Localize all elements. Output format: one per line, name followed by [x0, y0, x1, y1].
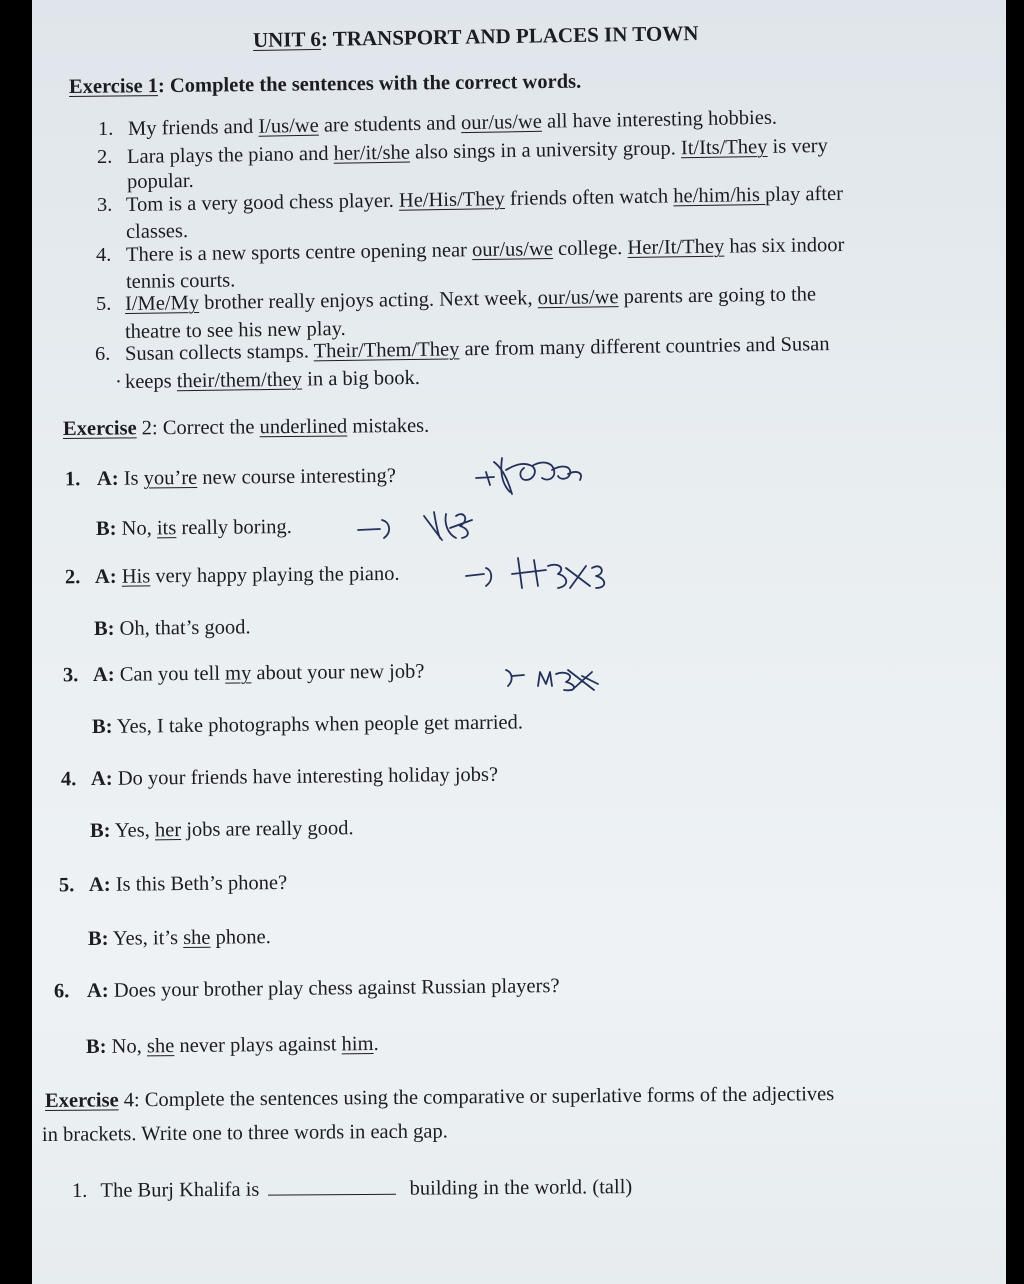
- title-unit: UNIT 6: [252, 26, 322, 52]
- sentence-text: Yes,: [110, 819, 156, 842]
- underlined-mistake: her: [154, 819, 182, 842]
- worksheet-page: [32, 0, 1006, 1284]
- exercise1-item-line: [128, 107, 777, 141]
- sentence-text: classes.: [125, 220, 189, 243]
- bullet-dot: ·: [114, 371, 122, 394]
- exercise1-label: Exercise 1: [68, 75, 159, 98]
- answer-choices: our/us/we: [460, 110, 543, 135]
- underlined-mistake: my: [224, 662, 252, 685]
- speaker-label: A:: [96, 467, 119, 490]
- sentence-text: are students and: [318, 112, 462, 137]
- answer-choices: Their/Them/They: [313, 338, 460, 363]
- sentence-text: Can you tell: [114, 662, 226, 686]
- handwritten-correction-3: [462, 548, 622, 598]
- exercise2-underlined-word: underlined: [259, 415, 348, 439]
- sentence-text: Oh, that’s good.: [114, 616, 251, 640]
- speaker-label: B:: [93, 617, 115, 640]
- exercise2-item-number: 5.: [58, 874, 75, 897]
- sentence-text: brother really enjoys acting. Next week,: [198, 287, 538, 314]
- exercise2-dialogue-line: [88, 926, 271, 951]
- answer-choices: Her/It/They: [627, 235, 725, 259]
- exercise1-item-number: 1.: [98, 118, 114, 140]
- sentence-text: jobs are really good.: [181, 817, 354, 842]
- sentence-text: My friends and: [127, 115, 259, 140]
- sentence-text: friends often watch: [504, 185, 674, 211]
- sentence-text: .: [373, 1032, 379, 1055]
- sentence-text: popular.: [126, 169, 194, 193]
- underlined-mistake: she: [183, 926, 211, 950]
- sentence-text: No,: [106, 1035, 148, 1058]
- underlined-mistake: you’re: [143, 466, 198, 490]
- item-number: 1.: [71, 1179, 88, 1202]
- exercise4-item-1: [72, 1174, 632, 1203]
- answer-choices: I/Me/My: [124, 291, 200, 315]
- item-text-before: The Burj Khalifa is: [100, 1178, 260, 1202]
- exercise1-item-line: [126, 269, 236, 294]
- exercise1-heading: [69, 71, 581, 99]
- exercise2-item-number: 6.: [53, 980, 70, 1003]
- exercise4-heading: [45, 1083, 834, 1113]
- handwritten-correction-4: [502, 656, 642, 696]
- exercise2-dialogue-line: [58, 871, 288, 897]
- answer-choices: It/Its/They: [680, 135, 768, 160]
- sentence-text: never plays against: [174, 1033, 342, 1058]
- exercise1-item-line: [126, 234, 845, 267]
- sentence-text: No,: [116, 517, 158, 540]
- exercise2-item-number: 1.: [64, 468, 81, 491]
- sentence-text: Tom is a very good chess player.: [125, 189, 400, 216]
- sentence-text: tennis courts.: [125, 269, 236, 293]
- sentence-text: play after: [764, 182, 844, 206]
- answer-choices: her/it/she: [333, 141, 411, 165]
- speaker-label: A:: [86, 979, 109, 1002]
- underlined-mistake: she: [146, 1035, 175, 1058]
- exercise2-instruction-end: mistakes.: [347, 414, 430, 438]
- sentence-text: Yes, I take photographs when people get married.: [112, 711, 524, 738]
- speaker-label: A:: [92, 663, 115, 686]
- exercise2-dialogue-line: [90, 817, 354, 843]
- speaker-label: B:: [95, 517, 117, 540]
- exercise1-item-number: 2.: [97, 146, 113, 168]
- exercise1-item-number: 3.: [97, 194, 113, 216]
- speaker-label: B:: [89, 819, 111, 842]
- title-rest: : TRANSPORT AND PLACES IN TOWN: [320, 21, 699, 51]
- underlined-mistake: its: [156, 517, 177, 540]
- sentence-text: Do your friends have interesting holiday jobs?: [112, 763, 499, 790]
- sentence-text: Yes, it’s: [108, 927, 184, 950]
- exercise2-dialogue-line: [64, 464, 396, 491]
- exercise4-label: Exercise: [44, 1089, 119, 1112]
- sentence-text: keeps: [124, 370, 177, 393]
- sentence-text: phone.: [210, 926, 271, 949]
- exercise2-item-number: 2.: [64, 566, 81, 589]
- sentence-text: in a big book.: [301, 366, 421, 391]
- exercise2-dialogue-line: [94, 616, 251, 641]
- speaker-label: A:: [88, 873, 111, 896]
- exercise1-item-line: [126, 183, 843, 217]
- answer-choices: our/us/we: [537, 286, 619, 310]
- sentence-text: very happy playing the piano.: [150, 562, 400, 588]
- sentence-text: college.: [552, 236, 628, 261]
- answer-choices: I/us/we: [258, 114, 319, 138]
- exercise2-dialogue-line: [92, 711, 523, 739]
- sentence-text: has six indoor: [724, 233, 845, 258]
- speaker-label: A:: [90, 767, 113, 790]
- exercise2-dialogue-line: [53, 975, 560, 1003]
- sentence-text: Is: [118, 467, 144, 490]
- exercise2-dialogue-line: [62, 660, 425, 687]
- sentence-text: also sings in a university group.: [409, 137, 682, 164]
- exercise1-item-number: 4.: [96, 244, 112, 266]
- sentence-text: really boring.: [176, 515, 292, 540]
- answer-choices: he/him/his: [673, 183, 766, 208]
- sentence-text: about your new job?: [251, 660, 425, 685]
- exercise2-label-rest: 2: Correct the: [136, 416, 260, 440]
- speaker-label: B:: [91, 715, 113, 738]
- sentence-text: Lara plays the piano and: [126, 142, 334, 168]
- exercise2-label: Exercise: [62, 417, 137, 440]
- handwritten-correction-2: [352, 498, 492, 548]
- exercise2-dialogue-line: [86, 1033, 379, 1059]
- exercise4-instruction-line2: in brackets. Write one to three words in each gap.: [41, 1120, 448, 1146]
- exercise1-item-line: [114, 366, 421, 394]
- exercise2-dialogue-line: [60, 763, 499, 791]
- exercise4-instruction-line1: 4: Complete the sentences using the comparative or superlative forms of the adjectives: [118, 1083, 835, 1112]
- underlined-mistake: him: [341, 1032, 374, 1056]
- sentence-text: new course interesting?: [197, 464, 396, 489]
- exercise2-dialogue-line: [96, 516, 292, 541]
- underlined-mistake: His: [121, 565, 151, 588]
- exercise1-instruction: : Complete the sentences with the correct words.: [157, 70, 582, 98]
- sentence-text: is very: [767, 134, 828, 158]
- answer-choices: their/them/they: [176, 368, 303, 393]
- sentence-text: parents are going to the: [618, 283, 817, 309]
- exercise2-heading: [63, 415, 429, 441]
- speaker-label: B:: [87, 927, 109, 950]
- exercise1-item-line: [127, 170, 194, 194]
- sentence-text: Susan collects stamps.: [124, 340, 314, 365]
- answer-choices: He/His/They: [398, 188, 506, 212]
- sentence-text: Is this Beth’s phone?: [110, 871, 288, 896]
- exercise1-item-number: 5.: [96, 293, 112, 315]
- page-title: [253, 21, 699, 53]
- sentence-text: theatre to see his new play.: [124, 317, 346, 343]
- exercise2-dialogue-line: [64, 562, 400, 589]
- item-text-after: building in the world. (tall): [409, 1176, 633, 1200]
- exercise1-item-line: [126, 220, 188, 244]
- exercise1-item-line: [127, 135, 828, 169]
- exercise2-item-number: 4.: [60, 768, 77, 791]
- sentence-text: There is a new sports centre opening near: [125, 239, 473, 266]
- exercise1-item-number: 6.: [95, 343, 111, 365]
- sentence-text: are from many different countries and Susan: [459, 333, 830, 361]
- speaker-label: A:: [94, 565, 117, 588]
- sentence-text: Does your brother play chess against Russian players?: [108, 975, 560, 1002]
- speaker-label: B:: [85, 1035, 107, 1058]
- exercise2-item-number: 3.: [62, 664, 79, 687]
- answer-blank[interactable]: [268, 1176, 396, 1196]
- sentence-text: all have interesting hobbies.: [541, 106, 778, 133]
- answer-choices: our/us/we: [471, 238, 554, 262]
